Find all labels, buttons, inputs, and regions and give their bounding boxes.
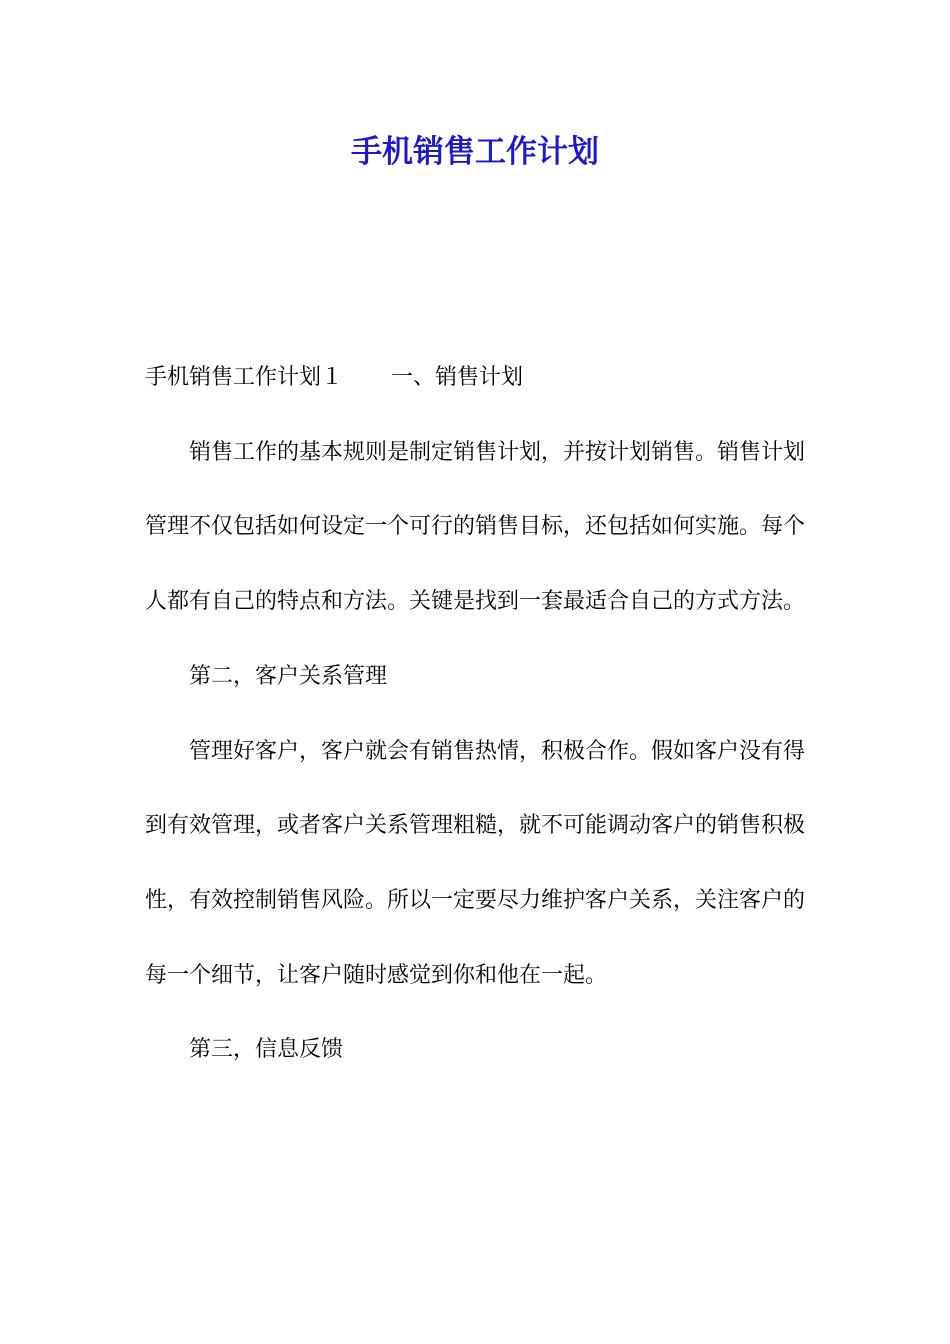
document-title: 手机销售工作计划 <box>351 134 599 170</box>
paragraph-customer-relations: 管理好客户，客户就会有销售热情，积极合作。假如客户没有得到有效管理，或者客户关系管理粗糙，就不可能调动客户的销售积极性，有效控制销售风险。所以一定要尽力维护客户关系，关注客户的每一个细节，让客户随时感觉到你和他在一起。 <box>145 738 806 988</box>
section-heading-line <box>145 341 805 416</box>
paragraph-sales-plan: 销售工作的基本规则是制定销售计划，并按计划销售。销售计划管理不仅包括如何设定一个可行的销售目标，还包括如何实施。每个人都有自己的特点和方法。关键是找到一套最适合自己的方式方法。 <box>145 439 806 615</box>
section-one-heading: 一、销售计划 <box>391 365 524 390</box>
section-three-heading: 第三，信息反馈 <box>189 1037 344 1063</box>
plan-heading: 手机销售工作计划１ <box>145 365 344 390</box>
document-body <box>145 341 805 1088</box>
section-two-heading: 第二，客户关系管理 <box>189 663 388 689</box>
